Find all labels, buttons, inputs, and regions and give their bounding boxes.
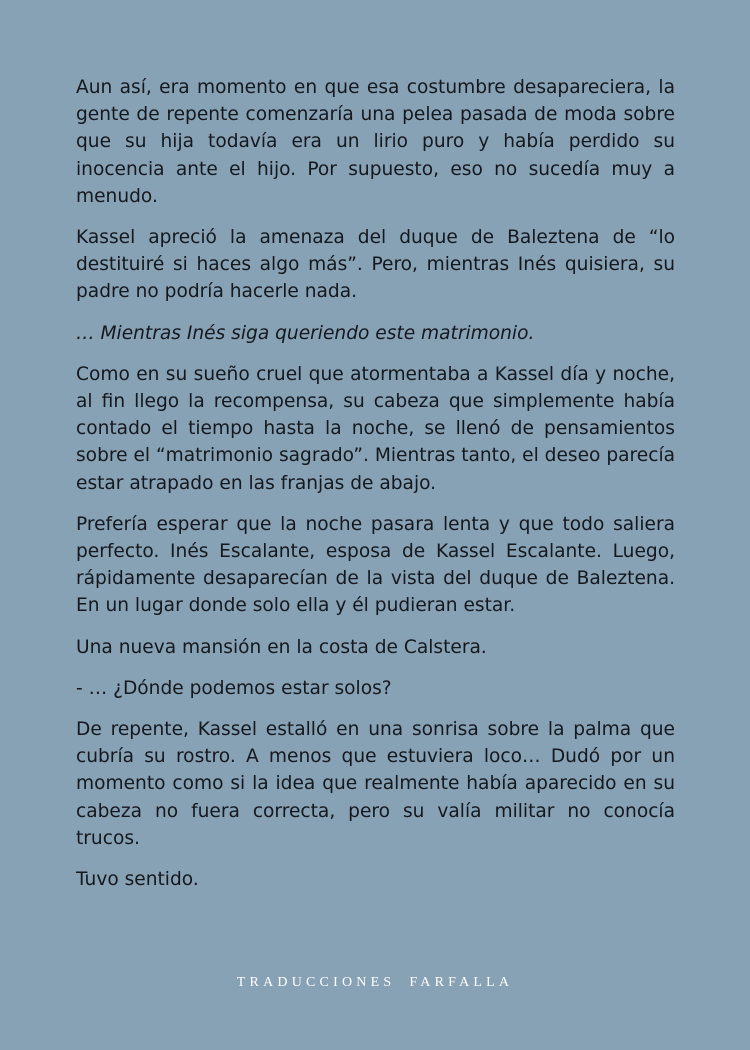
document-body [76,74,675,907]
paragraph: De repente, Kassel estalló en una sonrisa sobre la palma que cubría su rostro. A menos que estuviera loco… Dudó por un momento como si la idea que realmente había aparecido en su cabeza no fuera correcta, pero su valía militar no conocía trucos. [76,719,675,849]
footer-word: TRADUCCIONES [236,975,396,990]
italic-paragraph: … Mientras Inés siga queriendo este matrimonio. [76,322,535,344]
dialogue-line: - … ¿Dónde podemos estar solos? [76,677,392,699]
paragraph: Una nueva mansión en la costa de Calstera. [76,636,487,658]
paragraph: Prefería esperar que la noche pasara lenta y que todo saliera perfecto. Inés Escalante, esposa de Kassel Escalante. Luego, rápidamente desaparecían de la vista del duque de Baleztena. En un lugar donde solo ella y él pudieran estar. [76,513,675,617]
footer-credit [0,975,750,991]
paragraph: Tuvo sentido. [76,869,199,891]
footer-word: FARFALLA [409,975,514,990]
paragraph: Aun así, era momento en que esa costumbre desapareciera, la gente de repente comenzaría una pelea pasada de moda sobre que su hija todavía era un lirio puro y había perdido su inocencia ante el hijo. Por supuesto, eso no sucedía muy a menudo. [76,77,675,207]
paragraph: Kassel apreció la amenaza del duque de Baleztena de “lo destituiré si haces algo más”. Pero, mientras Inés quisiera, su padre no podría hacerle nada. [76,227,675,303]
paragraph: Como en su sueño cruel que atormentaba a Kassel día y noche, al fin llego la recompensa, su cabeza que simplemente había contado el tiempo hasta la noche, se llenó de pensamientos sobre el “matrimonio sagrado”. Mientras tanto, el deseo parecía estar atrapado en las franjas de abajo. [76,363,675,494]
